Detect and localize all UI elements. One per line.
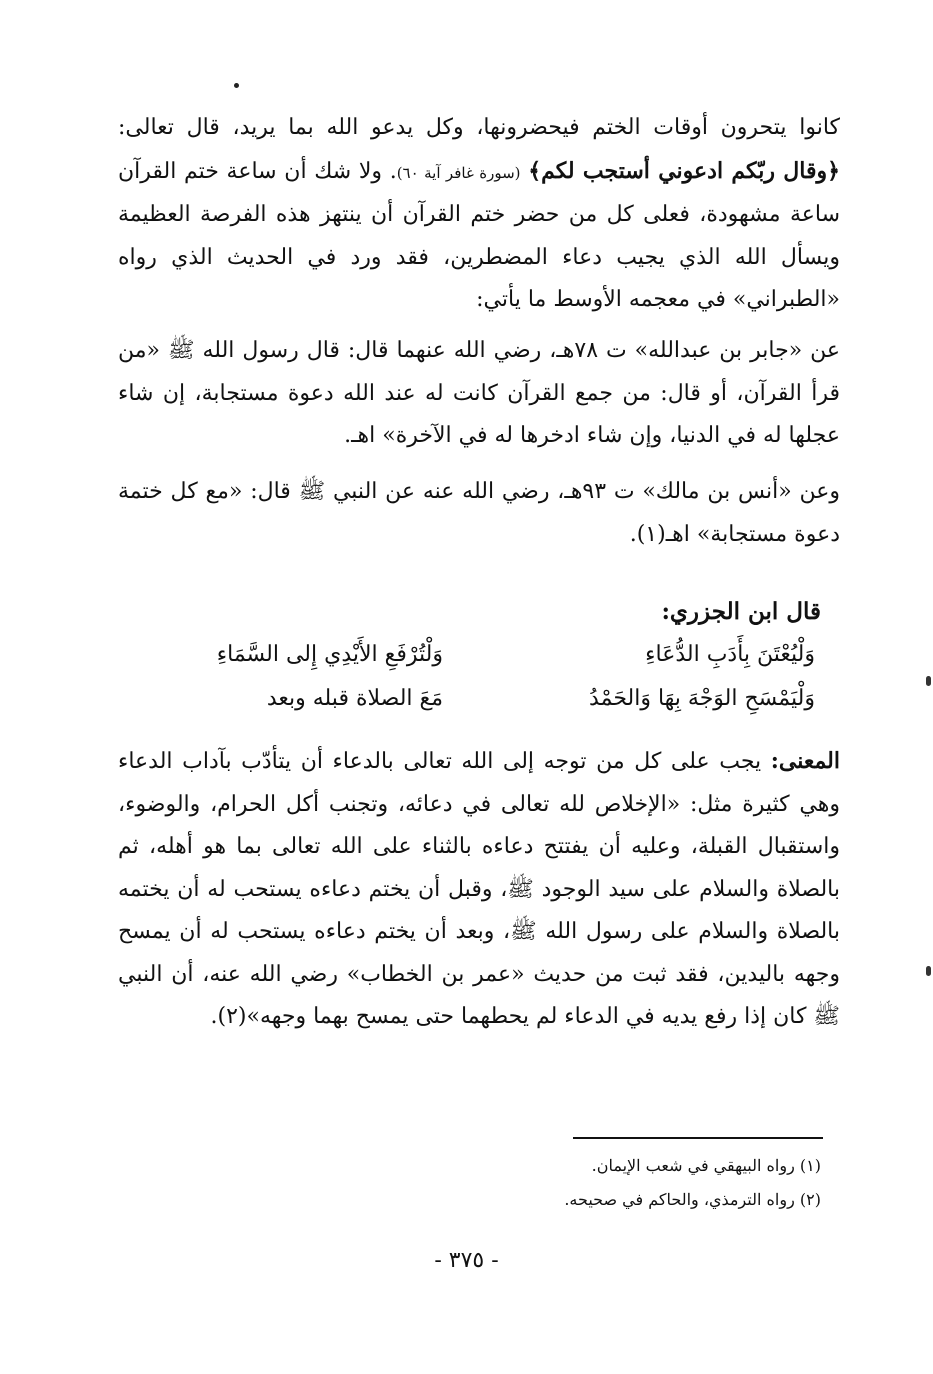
page-number: - ٣٧٥ - [434, 1248, 499, 1273]
paragraph-4 [118, 740, 840, 1039]
verse-2-first-hemistich: وَلْيَمْسَحِ الوَجْهَ بِهَا وَالحَمْدُ [589, 686, 815, 711]
quran-quote: ﴿وقال ربّكم ادعوني أستجب لكم﴾ [528, 157, 840, 184]
meaning-label: المعنى: [770, 748, 840, 774]
verse-2-second-hemistich: مَعَ الصلاة قبله وبعد [266, 686, 443, 711]
footnote-1: (١) رواه البيهقي في شعب الإيمان. [591, 1156, 821, 1175]
scan-mark [926, 966, 931, 976]
ink-dot [234, 83, 239, 88]
paragraph-1 [118, 107, 840, 322]
quran-reference: (سورة غافر آية ٦٠) [396, 163, 521, 182]
footnote-divider [573, 1137, 823, 1139]
paragraph-2: عن «جابر بن عبدالله» ت ٧٨هـ، رضي الله عنهما قال: قال رسول الله ﷺ «من قرأ القرآن، أو قال: من جمع القرآن كانت له عند الله دعوة مستجابة، إن شاء عجلها له في الدنيا، وإن شاء ادخرها له في الآخرة» اهـ. [118, 338, 840, 448]
paragraph-1-rest: . ولا شك أن ساعة ختم القرآن ساعة مشهودة، فعلى كل من حضر ختم القرآن أن ينتهز هذه الفرصة العظيمة ويسأل الله الذي يجيب دعاء المضطرين، فقد ورد في الحديث الذي رواه «الطبراني» في معجمه الأوسط ما يأتي: [118, 158, 840, 312]
poem-title: قال ابن الجزري: [661, 598, 821, 625]
meaning-text: يجب على كل من توجه إلى الله تعالى بالدعاء أن يتأدّب بآداب الدعاء وهي كثيرة مثل: «الإخلاص لله تعالى في دعائه، وتجنب أكل الحرام، والوضوء، واستقبال القبلة، وعليه أن يفتتح دعاءه بالثناء على الله تعالى بما هو أهله، ثم بالصلاة والسلام على سيد الوجود ﷺ، وقبل أن يختم دعاءه يستحب له أن يختمه بالصلاة والسلام على رسول الله ﷺ، وبعد أن يختم دعاءه يستحب له أن يمسح وجهه باليدين، فقد ثبت من حديث «عمر بن الخطاب» رضي الله عنه، أن النبي ﷺ كان إذا رفع يديه في الدعاء لم يحطهما حتى يمسح بهما وجهه»(٢). [118, 749, 840, 1029]
verse-1-second-hemistich: وَلْتُرْفَعِ الأَيْدِي إِلى السَّمَاءِ [216, 642, 443, 667]
verse-1-first-hemistich: وَلْيُعْتَنَ بِأَدَبِ الدُّعَاءِ [645, 642, 815, 667]
footnote-2: (٢) رواه الترمذي، والحاكم في صحيحه. [564, 1190, 821, 1209]
scan-mark [926, 676, 931, 686]
paragraph-3: وعن «أنس بن مالك» ت ٩٣هـ، رضي الله عنه عن النبي ﷺ قال: «مع كل ختمة دعوة مستجابة» اهـ(١). [118, 479, 840, 547]
paragraph-1-intro: كانوا يتحرون أوقات الختم فيحضرونها، وكل يدعو الله بما يريد، قال تعالى: [118, 115, 840, 140]
